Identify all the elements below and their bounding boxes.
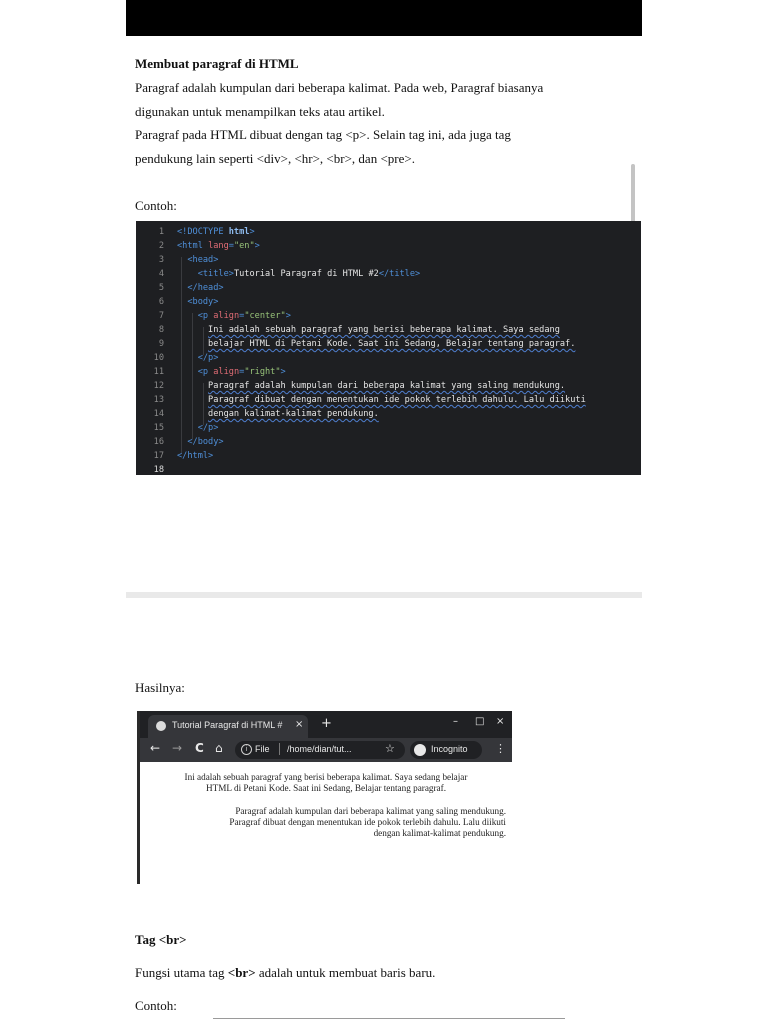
line-content: <p align="right"> xyxy=(197,367,286,377)
paragraph-line: digunakan untuk menampilkan teks atau artikel. xyxy=(135,104,385,119)
code-editor-screenshot xyxy=(136,221,641,475)
tab-title: Tutorial Paragraf di HTML # xyxy=(172,720,283,730)
line-content: <!DOCTYPE html> xyxy=(177,227,255,237)
line-content: </p> xyxy=(197,353,219,363)
incognito-icon xyxy=(414,744,426,756)
line-number: 3 xyxy=(158,255,164,265)
rendered-right-line: Paragraf adalah kumpulan dari beberapa kalimat yang saling mendukung. xyxy=(235,806,506,816)
line-content: </body> xyxy=(187,437,224,447)
incognito-label: Incognito xyxy=(431,744,468,754)
line-content: dengan kalimat-kalimat pendukung. xyxy=(208,409,379,419)
forward-icon[interactable]: → xyxy=(172,741,183,755)
rendered-center-line: HTML di Petani Kode. Saat ini Sedang, Belajar tentang paragraf. xyxy=(206,783,446,793)
scrollbar-thumb[interactable] xyxy=(631,164,635,226)
browser-tab[interactable] xyxy=(148,715,308,738)
example-label: Contoh: xyxy=(135,998,177,1013)
line-content: Paragraf adalah kumpulan dari beberapa kalimat yang saling mendukung. xyxy=(208,381,566,391)
paragraph-line: Paragraf pada HTML dibuat dengan tag <p>. Selain tag ini, ada juga tag xyxy=(135,127,511,142)
section-heading: Membuat paragraf di HTML xyxy=(135,56,299,71)
section-heading: Tag <br> xyxy=(135,932,187,947)
line-number: 17 xyxy=(153,451,164,461)
info-icon[interactable]: i xyxy=(241,744,252,755)
line-number: 10 xyxy=(153,353,164,363)
line-number: 14 xyxy=(153,409,164,419)
line-number: 2 xyxy=(158,241,164,251)
line-number: 11 xyxy=(153,367,164,377)
line-number: 1 xyxy=(158,227,164,237)
description-text: Fungsi utama tag xyxy=(135,965,228,980)
description-text: adalah untuk membuat baris baru. xyxy=(255,965,436,980)
line-content: belajar HTML di Petani Kode. Saat ini Sedang, Belajar tentang paragraf. xyxy=(208,339,576,349)
star-icon[interactable]: ☆ xyxy=(385,742,395,755)
tab-close-icon[interactable]: × xyxy=(295,719,304,730)
section-description xyxy=(135,961,435,985)
rendered-center-line: Ini adalah sebuah paragraf yang berisi beberapa kalimat. Saya sedang belajar xyxy=(184,772,468,782)
rendered-right-line: Paragraf dibuat dengan menentukan ide pokok terlebih dahulu. Lalu diikuti xyxy=(229,817,506,827)
line-content: Paragraf dibuat dengan menentukan ide pokok terlebih dahulu. Lalu diikuti xyxy=(208,395,586,405)
new-tab-icon[interactable]: + xyxy=(321,716,332,731)
line-content: </p> xyxy=(197,423,219,433)
line-number: 15 xyxy=(153,423,164,433)
line-number: 6 xyxy=(158,297,164,307)
line-number: 8 xyxy=(158,325,164,335)
page-divider xyxy=(126,592,642,598)
address-separator xyxy=(279,743,280,755)
browser-tab-bar xyxy=(140,711,512,738)
home-icon[interactable]: ⌂ xyxy=(215,741,223,755)
line-content: <body> xyxy=(187,297,219,307)
file-scheme-label: File xyxy=(255,744,270,754)
back-icon[interactable]: ← xyxy=(150,741,161,755)
line-number: 4 xyxy=(158,269,164,279)
tag-name: <br> xyxy=(227,965,256,980)
minimize-icon[interactable]: – xyxy=(453,716,458,727)
line-number: 7 xyxy=(158,311,164,321)
result-label: Hasilnya: xyxy=(135,680,185,695)
menu-icon[interactable]: ⋮ xyxy=(495,742,506,755)
maximize-icon[interactable]: □ xyxy=(475,716,485,727)
rendered-right-line: dengan kalimat-kalimat pendukung. xyxy=(373,828,506,838)
example-label: Contoh: xyxy=(135,198,177,213)
incognito-badge[interactable] xyxy=(410,741,482,759)
reload-icon[interactable]: C xyxy=(195,741,204,755)
line-content: Ini adalah sebuah paragraf yang berisi beberapa kalimat. Saya sedang xyxy=(208,325,560,335)
line-number: 12 xyxy=(153,381,164,391)
code-block-top-edge xyxy=(213,1018,565,1019)
line-content: </html> xyxy=(177,451,214,461)
globe-icon xyxy=(156,721,166,731)
line-content: <head> xyxy=(187,255,219,265)
close-window-icon[interactable]: × xyxy=(496,716,505,727)
paragraph-line: pendukung lain seperti <div>, <hr>, <br>, dan <pre>. xyxy=(135,151,415,166)
line-number: 13 xyxy=(153,395,164,405)
document-header-bar xyxy=(126,0,642,36)
browser-window-screenshot xyxy=(137,711,512,884)
line-number: 16 xyxy=(153,437,164,447)
line-content: <title>Tutorial Paragraf di HTML #2</title> xyxy=(197,269,421,279)
line-number: 5 xyxy=(158,283,164,293)
line-number: 9 xyxy=(158,339,164,349)
line-content: </head> xyxy=(187,283,224,293)
url-text: /home/dian/tut... xyxy=(287,744,352,754)
address-bar[interactable] xyxy=(235,741,405,759)
line-content: <html lang="en"> xyxy=(177,241,260,251)
line-number: 18 xyxy=(153,465,164,475)
line-content: <p align="center"> xyxy=(197,311,291,321)
paragraph-line: Paragraf adalah kumpulan dari beberapa kalimat. Pada web, Paragraf biasanya xyxy=(135,80,544,95)
browser-toolbar xyxy=(140,738,512,762)
